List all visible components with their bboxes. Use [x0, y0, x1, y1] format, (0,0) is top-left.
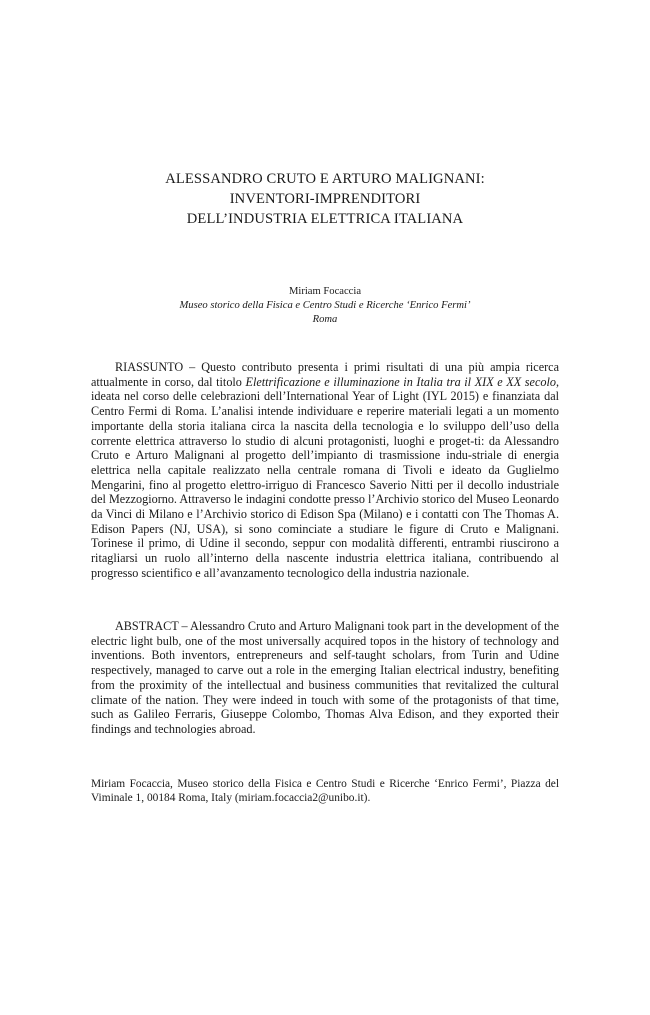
abstract-text: ABSTRACT – Alessandro Cruto and Arturo Malignani took part in the development of the electric light bulb, one of the most universally acquired topos in the history of technology and inventions. Both inventors, entrepreneurs and self-taught scholars, from Turin and Udine respectively, managed to carve out a role in the emerging Italian electrical industry, benefiting from the proximity of the intellectual and business communities that revitalized the cultural climate of the nation. They were indeed in touch with some of the protagonists of that time, such as Galileo Ferraris, Giuseppe Colombo, Thomas Alva Edison, and they exported their findings and technologies abroad. — [91, 619, 559, 736]
title-line-2: INVENTORI-IMPRENDITORI — [229, 191, 421, 207]
riassunto-rest: , ideata nel corso delle celebrazioni dell’International Year of Light (IYL 2015) e finanziata dal Centro Fermi di Roma. L’analisi intende individuare e reperire materiali legati a un momento importante della storia italiana circa la nascita della tecnologia e lo sviluppo dell’uso della corrente elettrica attraverso lo studio di alcuni protagonisti, luoghi e proget-ti: da Alessandro Cruto e Arturo Malignani al progetto dell’impianto di trasmissione indu-striale di energia elettrica nella capitale realizzato nella centrale romana di Tivoli e ideato da Guglielmo Mengarini, fino al progetto elettro-irriguo di Francesco Saverio Nitti per il decollo industriale del Mezzogiorno. Attraverso le indagini condotte presso l’Archivio storico del Museo Leonardo da Vinci di Milano e l’Archivio storico di Edison Spa (Milano) e i contatti con The Thomas A. Edison Papers (NJ, USA), si sono cominciate a studiare le figure di Cruto e Malignani. Torinese il primo, di Udine il secondo, seppur con modalità differenti, entrambi riuscirono a ritagliarsi un ruolo all’interno della nascente industria elettrica italiana, contribuendo al progresso scientifico e all’avanzamento tecnologico della industria nazionale. — [91, 374, 559, 580]
abstract-paragraph — [91, 619, 559, 737]
paper-title — [90, 169, 560, 229]
riassunto-italic-title: Elettrificazione e illuminazione in Italia tra il XIX e XX secolo — [245, 374, 556, 389]
author-block — [90, 285, 560, 327]
riassunto-lead: RIASSUNTO – Questo contributo presenta i primi risultati di una più ampia ricerca attualmente in corso, dal titolo — [91, 360, 559, 389]
author-name: Miriam Focaccia — [288, 286, 362, 297]
author-affiliation: Museo storico della Fisica e Centro Studi e Ricerche ‘Enrico Fermi’ — [179, 300, 471, 311]
author-footnote: Miriam Focaccia, Museo storico della Fisica e Centro Studi e Ricerche ‘Enrico Fermi’, Piazza del Viminale 1, 00184 Roma, Italy (miriam.focaccia2@unibo.it). — [91, 778, 559, 804]
title-line-1: ALESSANDRO CRUTO E ARTURO MALIGNANI: — [165, 171, 485, 187]
title-line-3: DELL’INDUSTRIA ELETTRICA ITALIANA — [186, 211, 464, 227]
riassunto-paragraph — [91, 360, 559, 581]
author-city: Roma — [312, 314, 338, 325]
